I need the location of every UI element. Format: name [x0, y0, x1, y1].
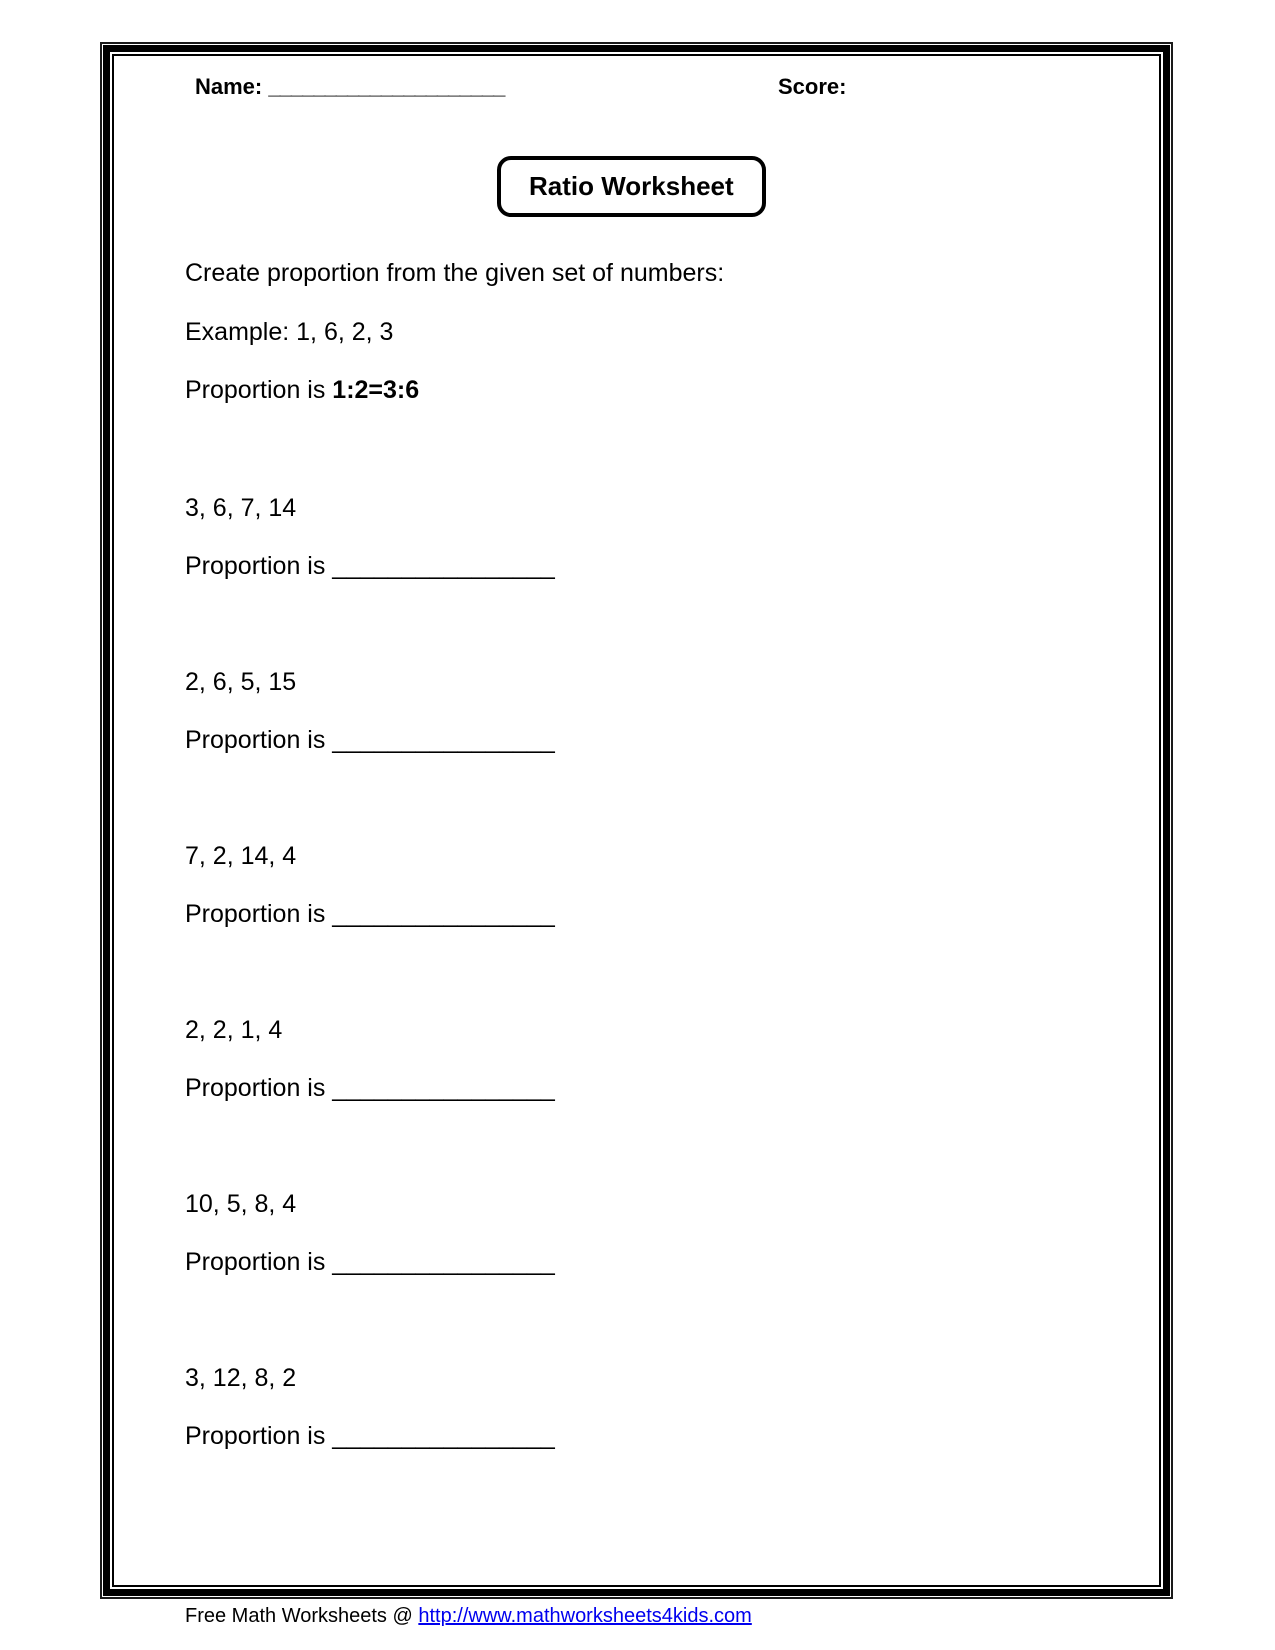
problem-row — [185, 1363, 1085, 1537]
answer-blank-line: ________________ — [332, 1422, 555, 1450]
footer-link[interactable]: http://www.mathworksheets4kids.com — [418, 1605, 752, 1627]
name-blank-line: _____________________ — [268, 74, 505, 99]
problem-list — [185, 493, 1085, 1537]
example-proportion-prefix: Proportion is — [185, 376, 333, 404]
problem-row — [185, 493, 1085, 667]
problem-row — [185, 1015, 1085, 1189]
name-label: Name: — [195, 74, 263, 99]
proportion-label: Proportion is — [185, 1074, 333, 1102]
proportion-answer-line — [185, 725, 1085, 755]
proportion-answer-line — [185, 1421, 1085, 1451]
answer-blank-line: ________________ — [332, 1074, 555, 1102]
proportion-label: Proportion is — [185, 726, 333, 754]
instructions-text: Create proportion from the given set of numbers: — [185, 259, 725, 287]
proportion-answer-line — [185, 1247, 1085, 1277]
footer — [185, 1605, 752, 1628]
answer-blank-line: ________________ — [332, 900, 555, 928]
problem-numbers: 10, 5, 8, 4 — [185, 1190, 297, 1218]
answer-blank-line: ________________ — [332, 1248, 555, 1276]
problem-numbers: 3, 6, 7, 14 — [185, 494, 297, 522]
problem-numbers: 2, 2, 1, 4 — [185, 1016, 283, 1044]
page-border-frame — [103, 45, 1170, 1596]
problem-row — [185, 841, 1085, 1015]
problem-numbers: 3, 12, 8, 2 — [185, 1364, 297, 1392]
worksheet-content — [114, 56, 1159, 1585]
page-title: Ratio Worksheet — [529, 171, 734, 201]
proportion-label: Proportion is — [185, 900, 333, 928]
example-proportion-answer: 1:2=3:6 — [332, 376, 420, 404]
answer-blank-line: ________________ — [332, 552, 555, 580]
problem-numbers: 2, 6, 5, 15 — [185, 668, 297, 696]
problem-row — [185, 1189, 1085, 1363]
proportion-answer-line — [185, 1073, 1085, 1103]
answer-blank-line: ________________ — [332, 726, 555, 754]
example-proportion-line — [185, 376, 419, 405]
example-numbers: Example: 1, 6, 2, 3 — [185, 318, 394, 346]
problem-row — [185, 667, 1085, 841]
proportion-label: Proportion is — [185, 1422, 333, 1450]
proportion-answer-line — [185, 551, 1085, 581]
proportion-answer-line — [185, 899, 1085, 929]
proportion-label: Proportion is — [185, 1248, 333, 1276]
problem-numbers: 7, 2, 14, 4 — [185, 842, 297, 870]
page-border-inner-line — [112, 54, 1161, 1587]
footer-text: Free Math Worksheets @ — [185, 1605, 419, 1627]
name-row — [195, 74, 504, 100]
proportion-label: Proportion is — [185, 552, 333, 580]
title-box — [497, 156, 766, 217]
score-label: Score: — [778, 74, 847, 99]
